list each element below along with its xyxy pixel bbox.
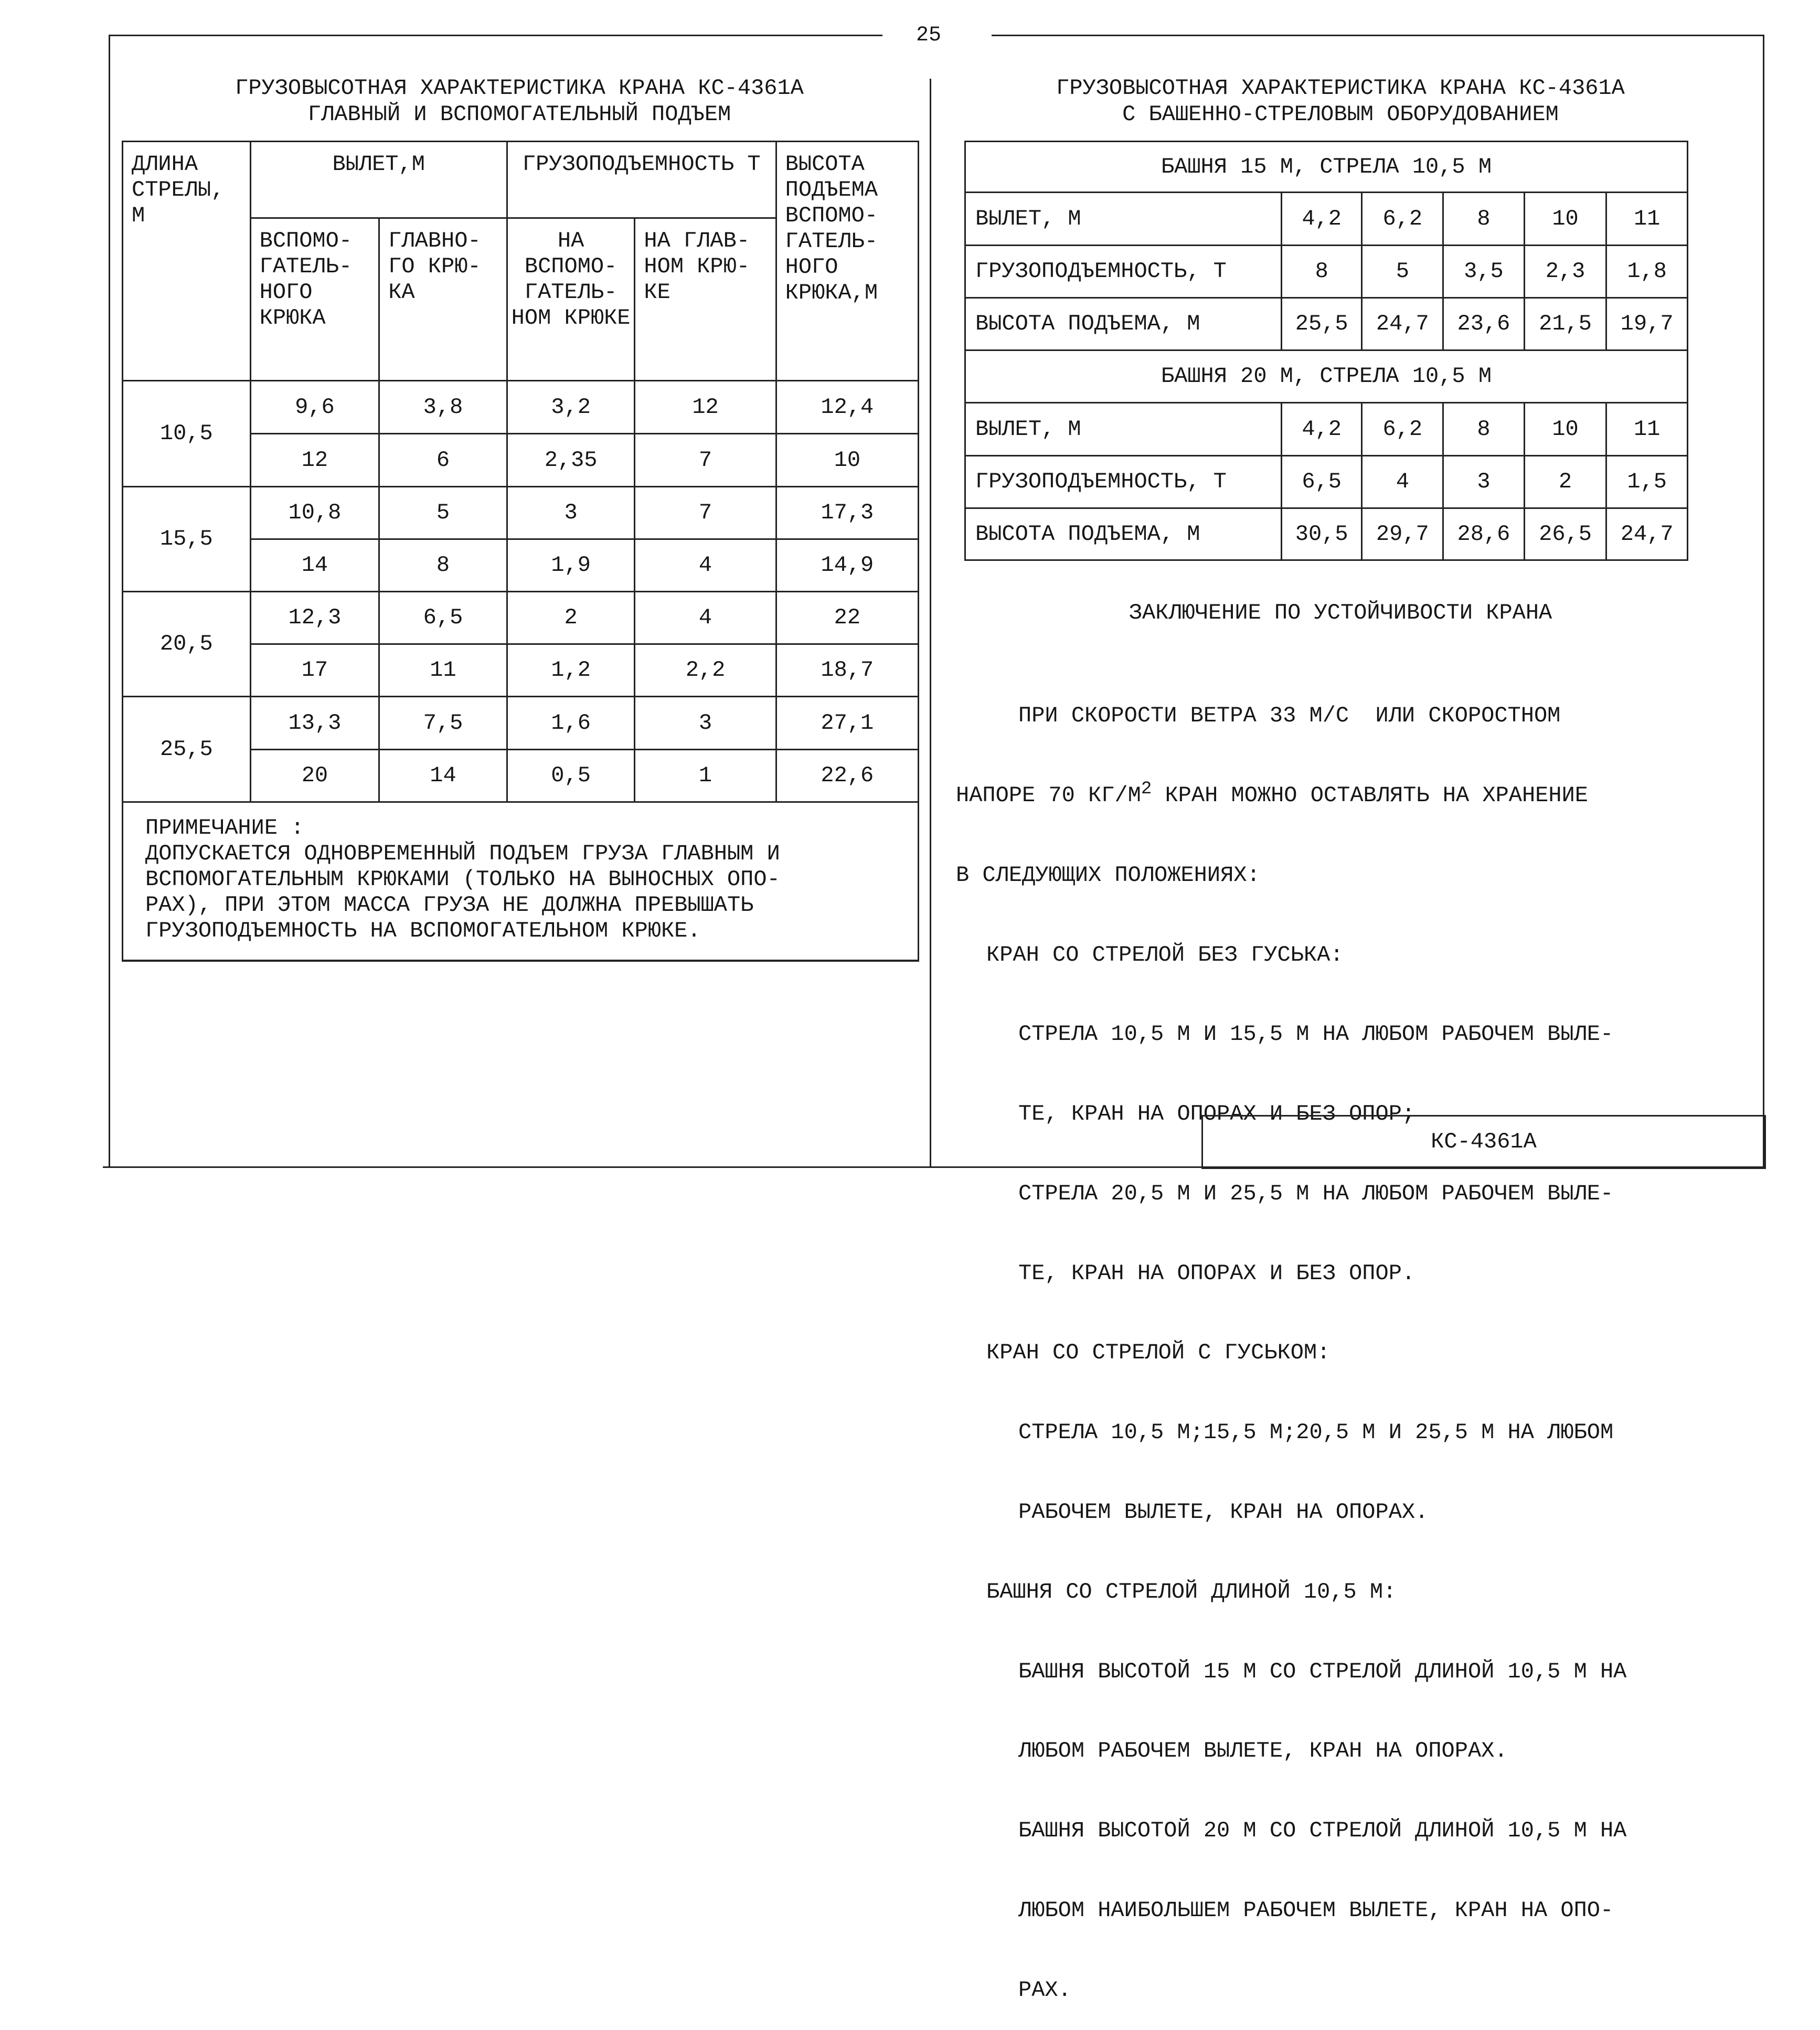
value-cell: 10 — [1524, 403, 1606, 456]
page-number: 25 — [916, 24, 941, 47]
value-cell: 6,5 — [1281, 456, 1362, 508]
title-block-stamp: КС-4361А — [1201, 1115, 1766, 1169]
row-label: ВЫСОТА ПОДЪЕМА, М — [965, 508, 1282, 560]
cell-reach-aux: 20 — [250, 750, 379, 802]
hdr-capacity: ГРУЗОПОДЪЕМНОСТЬ Т — [507, 142, 776, 218]
hdr-lift-height: ВЫСОТА ПОДЪЕМА ВСПОМО-ГАТЕЛЬ-НОГО КРЮКА,М — [776, 142, 918, 381]
heading-no-jib: КРАН СО СТРЕЛОЙ БЕЗ ГУСЬКА: — [986, 942, 1344, 968]
boom-cell: 20,5 — [123, 592, 251, 697]
hdr-cap-aux: НА ВСПОМО-ГАТЕЛЬ-НОМ КРЮКЕ — [507, 218, 635, 381]
cell-reach-main: 3,8 — [379, 381, 507, 434]
cell-cap-aux: 1,6 — [507, 697, 635, 750]
boom-cell: 15,5 — [123, 487, 251, 592]
cell-reach-main: 7,5 — [379, 697, 507, 750]
section-caption: БАШНЯ 20 М, СТРЕЛА 10,5 М — [965, 350, 1688, 403]
boom-cell: 25,5 — [123, 697, 251, 802]
tower-boom-table — [964, 141, 1688, 561]
cell-reach-main: 6 — [379, 434, 507, 487]
cell-cap-aux: 1,9 — [507, 539, 635, 592]
left-title — [121, 75, 918, 127]
value-cell: 24,7 — [1606, 508, 1688, 560]
hdr-reach: ВЫЛЕТ,М — [250, 142, 507, 218]
cell-reach-aux: 14 — [250, 539, 379, 592]
value-cell: 28,6 — [1443, 508, 1525, 560]
conclusion-intro-1: ПРИ СКОРОСТИ ВЕТРА 33 М/С ИЛИ СКОРОСТНОМ — [1018, 703, 1561, 729]
conclusion-title: ЗАКЛЮЧЕНИЕ ПО УСТОЙЧИВОСТИ КРАНА — [1129, 600, 1552, 625]
cell-cap-aux: 3 — [507, 487, 635, 539]
value-cell: 29,7 — [1362, 508, 1443, 560]
conclusion-intro-2b: КРАН МОЖНО ОСТАВЛЯТЬ НА ХРАНЕНИЕ — [1152, 782, 1589, 808]
row-label: ВЫЛЕТ, М — [965, 193, 1282, 246]
text-line: СТРЕЛА 10,5 М;15,5 М;20,5 М И 25,5 М НА ЛЮБОМ — [1018, 1420, 1614, 1446]
cell-lift-height: 12,4 — [776, 381, 918, 434]
value-cell: 11 — [1606, 193, 1688, 246]
right-title-line-2: С БАШЕННО-СТРЕЛОВЫМ ОБОРУДОВАНИЕМ — [1122, 102, 1559, 127]
value-cell: 3 — [1443, 456, 1525, 508]
cell-reach-aux: 10,8 — [250, 487, 379, 539]
text-line: ТЕ, КРАН НА ОПОРАХ И БЕЗ ОПОР; — [1018, 1101, 1415, 1127]
conclusion-intro-3: В СЛЕДУЮЩИХ ПОЛОЖЕНИЯХ: — [956, 862, 1260, 888]
conclusion-intro-2a: НАПОРЕ 70 КГ/М — [956, 782, 1141, 808]
cell-reach-aux: 9,6 — [250, 381, 379, 434]
cell-lift-height: 22 — [776, 592, 918, 644]
cell-cap-main: 4 — [635, 592, 776, 644]
value-cell: 2 — [1524, 456, 1606, 508]
note-line: ДОПУСКАЕТСЯ ОДНОВРЕМЕННЫЙ ПОДЪЕМ ГРУЗА ГЛАВНЫМ И — [145, 841, 780, 866]
value-cell: 4,2 — [1281, 193, 1362, 246]
note-line: ПРИМЕЧАНИЕ : — [145, 815, 304, 841]
cell-reach-aux: 12 — [250, 434, 379, 487]
value-cell: 8 — [1443, 403, 1525, 456]
cell-reach-aux: 17 — [250, 644, 379, 697]
text-line: РАБОЧЕМ ВЫЛЕТЕ, КРАН НА ОПОРАХ. — [1018, 1500, 1429, 1525]
cell-cap-main: 4 — [635, 539, 776, 592]
value-cell: 26,5 — [1524, 508, 1606, 560]
cell-lift-height: 27,1 — [776, 697, 918, 750]
row-label: ВЫЛЕТ, М — [965, 403, 1282, 456]
cell-reach-main: 8 — [379, 539, 507, 592]
note-line: ВСПОМОГАТЕЛЬНЫМ КРЮКАМИ (ТОЛЬКО НА ВЫНОСНЫХ ОПО- — [145, 867, 780, 892]
cell-cap-main: 12 — [635, 381, 776, 434]
text-line: ЛЮБОМ НАИБОЛЬШЕМ РАБОЧЕМ ВЫЛЕТЕ, КРАН НА ОПО- — [1018, 1897, 1614, 1923]
cell-reach-aux: 12,3 — [250, 592, 379, 644]
frame-right — [1763, 35, 1764, 1168]
hdr-cap-main: НА ГЛАВ-НОМ КРЮ-КЕ — [635, 218, 776, 381]
right-title — [965, 75, 1716, 127]
left-title-line-2: ГЛАВНЫЙ И ВСПОМОГАТЕЛЬНЫЙ ПОДЪЕМ — [307, 102, 731, 127]
text-line: БАШНЯ ВЫСОТОЙ 15 М СО СТРЕЛОЙ ДЛИНОЙ 10,5 М НА — [1018, 1659, 1627, 1684]
value-cell: 19,7 — [1606, 298, 1688, 350]
value-cell: 23,6 — [1443, 298, 1525, 350]
left-title-line-1: ГРУЗОВЫСОТНАЯ ХАРАКТЕРИСТИКА КРАНА КС-4361А — [235, 76, 804, 101]
heading-tower: БАШНЯ СО СТРЕЛОЙ ДЛИНОЙ 10,5 М: — [986, 1579, 1397, 1604]
value-cell: 10 — [1524, 193, 1606, 246]
cell-cap-aux: 2 — [507, 592, 635, 644]
cell-lift-height: 10 — [776, 434, 918, 487]
frame-top-left — [109, 35, 882, 36]
value-cell: 25,5 — [1281, 298, 1362, 350]
text-line: РАХ. — [1018, 1977, 1071, 2003]
right-title-line-1: ГРУЗОВЫСОТНАЯ ХАРАКТЕРИСТИКА КРАНА КС-4361А — [1056, 76, 1625, 101]
frame-top-right — [992, 35, 1764, 36]
row-label: ГРУЗОПОДЪЕМНОСТЬ, Т — [965, 246, 1282, 298]
hdr-reach-main: ГЛАВНО-ГО КРЮ-КА — [379, 218, 507, 381]
cell-cap-main: 3 — [635, 697, 776, 750]
conclusion-intro-2 — [956, 779, 1626, 809]
value-cell: 5 — [1362, 246, 1443, 298]
hdr-boom-length: ДЛИНА СТРЕЛЫ, М — [123, 142, 251, 381]
cell-cap-main: 7 — [635, 434, 776, 487]
cell-cap-main: 7 — [635, 487, 776, 539]
cell-reach-main: 5 — [379, 487, 507, 539]
value-cell: 8 — [1443, 193, 1525, 246]
cell-lift-height: 17,3 — [776, 487, 918, 539]
section-caption: БАШНЯ 15 М, СТРЕЛА 10,5 М — [965, 142, 1688, 193]
text-line: СТРЕЛА 10,5 М И 15,5 М НА ЛЮБОМ РАБОЧЕМ ВЫЛЕ- — [1018, 1022, 1614, 1047]
cell-lift-height: 22,6 — [776, 750, 918, 802]
cell-reach-aux: 13,3 — [250, 697, 379, 750]
cell-lift-height: 14,9 — [776, 539, 918, 592]
frame-left — [109, 35, 110, 1168]
text-line: БАШНЯ ВЫСОТОЙ 20 М СО СТРЕЛОЙ ДЛИНОЙ 10,5 М НА — [1018, 1818, 1627, 1844]
cell-cap-aux: 0,5 — [507, 750, 635, 802]
cell-cap-main: 2,2 — [635, 644, 776, 697]
cell-lift-height: 18,7 — [776, 644, 918, 697]
hdr-reach-aux: ВСПОМО-ГАТЕЛЬ-НОГО КРЮКА — [250, 218, 379, 381]
text-line: СТРЕЛА 20,5 М И 25,5 М НА ЛЮБОМ РАБОЧЕМ ВЫЛЕ- — [1018, 1181, 1614, 1206]
table-note — [123, 802, 919, 961]
note-line: ГРУЗОПОДЪЕМНОСТЬ НА ВСПОМОГАТЕЛЬНОМ КРЮКЕ. — [145, 918, 701, 943]
value-cell: 8 — [1281, 246, 1362, 298]
cell-cap-aux: 3,2 — [507, 381, 635, 434]
heading-with-jib: КРАН СО СТРЕЛОЙ С ГУСЬКОМ: — [986, 1340, 1331, 1366]
frame-divider — [930, 79, 931, 1168]
value-cell: 4 — [1362, 456, 1443, 508]
value-cell: 24,7 — [1362, 298, 1443, 350]
row-label: ГРУЗОПОДЪЕМНОСТЬ, Т — [965, 456, 1282, 508]
value-cell: 3,5 — [1443, 246, 1525, 298]
cell-cap-aux: 1,2 — [507, 644, 635, 697]
cell-cap-aux: 2,35 — [507, 434, 635, 487]
row-label: ВЫСОТА ПОДЪЕМА, М — [965, 298, 1282, 350]
text-line: ТЕ, КРАН НА ОПОРАХ И БЕЗ ОПОР. — [1018, 1260, 1415, 1286]
value-cell: 1,5 — [1606, 456, 1688, 508]
text-line: ЛЮБОМ РАБОЧЕМ ВЫЛЕТЕ, КРАН НА ОПОРАХ. — [1018, 1738, 1508, 1764]
cell-reach-main: 14 — [379, 750, 507, 802]
value-cell: 2,3 — [1524, 246, 1606, 298]
note-line: РАХ), ПРИ ЭТОМ МАССА ГРУЗА НЕ ДОЛЖНА ПРЕВЫШАТЬ — [145, 892, 754, 918]
cell-reach-main: 6,5 — [379, 592, 507, 644]
boom-cell: 10,5 — [123, 381, 251, 487]
value-cell: 11 — [1606, 403, 1688, 456]
value-cell: 4,2 — [1281, 403, 1362, 456]
load-height-table — [122, 141, 919, 962]
cell-cap-main: 1 — [635, 750, 776, 802]
value-cell: 30,5 — [1281, 508, 1362, 560]
conclusion-text — [956, 650, 1626, 2030]
value-cell: 6,2 — [1362, 403, 1443, 456]
value-cell: 6,2 — [1362, 193, 1443, 246]
value-cell: 21,5 — [1524, 298, 1606, 350]
value-cell: 1,8 — [1606, 246, 1688, 298]
cell-reach-main: 11 — [379, 644, 507, 697]
superscript-2: 2 — [1141, 779, 1152, 799]
